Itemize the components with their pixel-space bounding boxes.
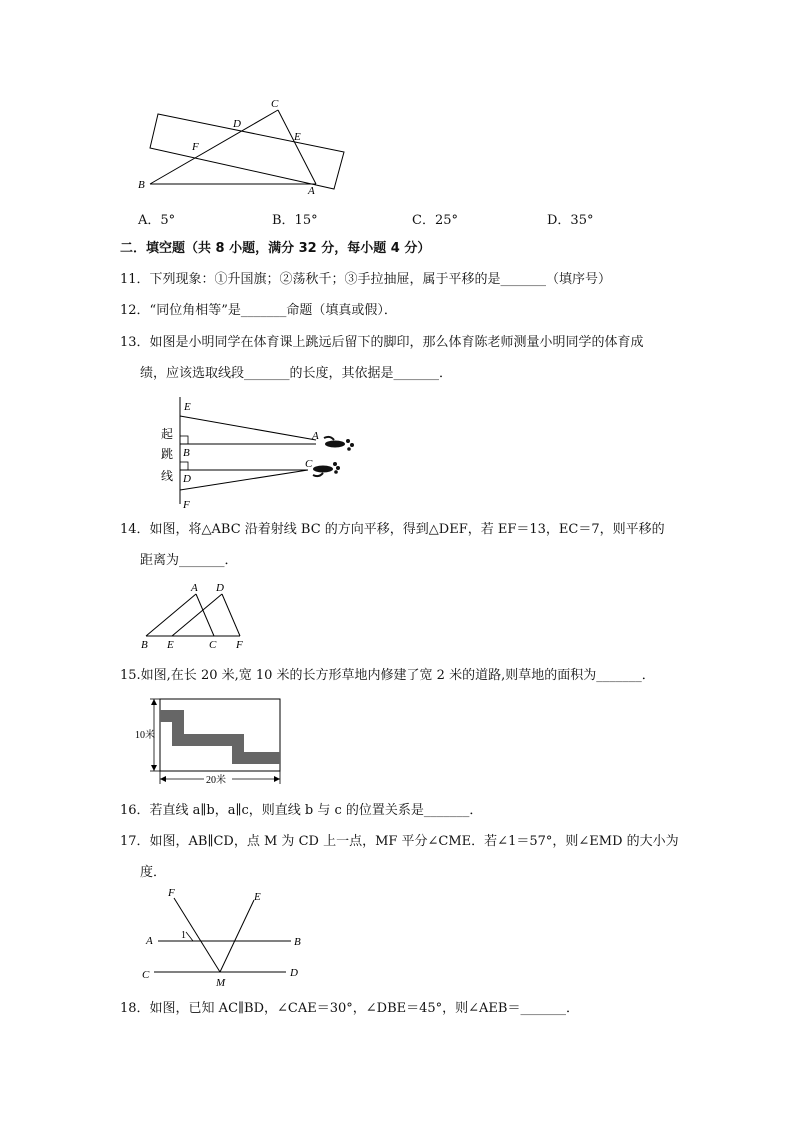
fig17-label-A: A [146,935,153,947]
q13-figure [158,392,368,512]
fig13-label-B: B [183,447,190,459]
fig17-label-E: E [254,891,261,903]
label-C: C [271,98,279,110]
fig15-length-label: 20米 [206,775,226,786]
label-E: E [294,131,301,143]
fig17-label-F: F [168,887,175,899]
fig15-width-label: 10米 [135,730,155,741]
q17-figure [136,886,316,990]
fig17-label-C: C [142,969,150,981]
fig13-char-2: 跳 [161,447,174,461]
label-D: D [233,118,241,130]
fig14-label-E: E [167,639,174,651]
fig14-label-C: C [209,639,217,651]
question-13-line1: 13．如图是小明同学在体育课上跳远后留下的脚印，那么体育陈老师测量小明同学的体育成 [120,335,644,350]
fig13-label-E: E [184,401,191,413]
fig14-label-B: B [141,639,148,651]
fig17-angle-1: 1 [181,930,186,941]
label-B: B [138,179,145,191]
section-heading: 二．填空题（共 8 小题，满分 32 分，每小题 4 分） [120,241,431,256]
question-12: 12．“同位角相等”是_______命题（填真或假）． [120,303,397,318]
fig13-label-F: F [183,499,190,511]
question-17-line2: 度． [140,865,167,880]
fig13-char-1: 起 [161,427,174,441]
q15-figure [134,694,284,786]
label-F: F [192,141,199,153]
option-c: C．25° [412,213,458,228]
question-15: 15.如图,在长 20 米,宽 10 米的长方形草地内修建了宽 2 米的道路,则草地的面积为_______． [120,668,655,683]
question-17-line1: 17．如图，AB∥CD，点 M 为 CD 上一点，MF 平分∠CME．若∠1＝57°，则∠EMD 的大小为 [120,834,679,849]
fig13-char-3: 线 [161,469,174,483]
question-13-line2: 绩，应该选取线段_______的长度，其依据是_______． [140,366,453,381]
fig14-label-A: A [191,582,198,594]
question-11: 11．下列现象：①升国旗；②荡秋千；③手拉抽屉，属于平移的是_______（填序号） [120,272,612,287]
option-a: A．5° [138,213,176,228]
question-16: 16．若直线 a∥b，a∥c，则直线 b 与 c 的位置关系是_______． [120,803,483,818]
fig13-label-A: A [312,430,319,442]
q10-figure [130,92,360,202]
option-d: D．35° [547,213,594,228]
fig13-label-D: D [183,473,191,485]
option-b: B．15° [272,213,318,228]
footprint-icon-top [324,437,354,451]
footprint-icon-bottom [313,462,340,476]
fig17-label-B: B [294,936,301,948]
fig13-label-C: C [305,458,313,470]
fig14-label-D: D [216,582,224,594]
q14-figure [136,580,256,652]
question-14-line2: 距离为_______． [140,553,238,568]
fig17-label-M: M [216,977,226,989]
question-18: 18．如图，已知 AC∥BD，∠CAE＝30°，∠DBE＝45°，则∠AEB＝_______． [120,1001,579,1016]
fig17-label-D: D [290,967,298,979]
question-14-line1: 14．如图，将△ABC 沿着射线 BC 的方向平移，得到△DEF，若 EF＝13，EC＝7，则平移的 [120,522,665,537]
fig14-label-F: F [236,639,243,651]
label-A: A [308,185,315,197]
